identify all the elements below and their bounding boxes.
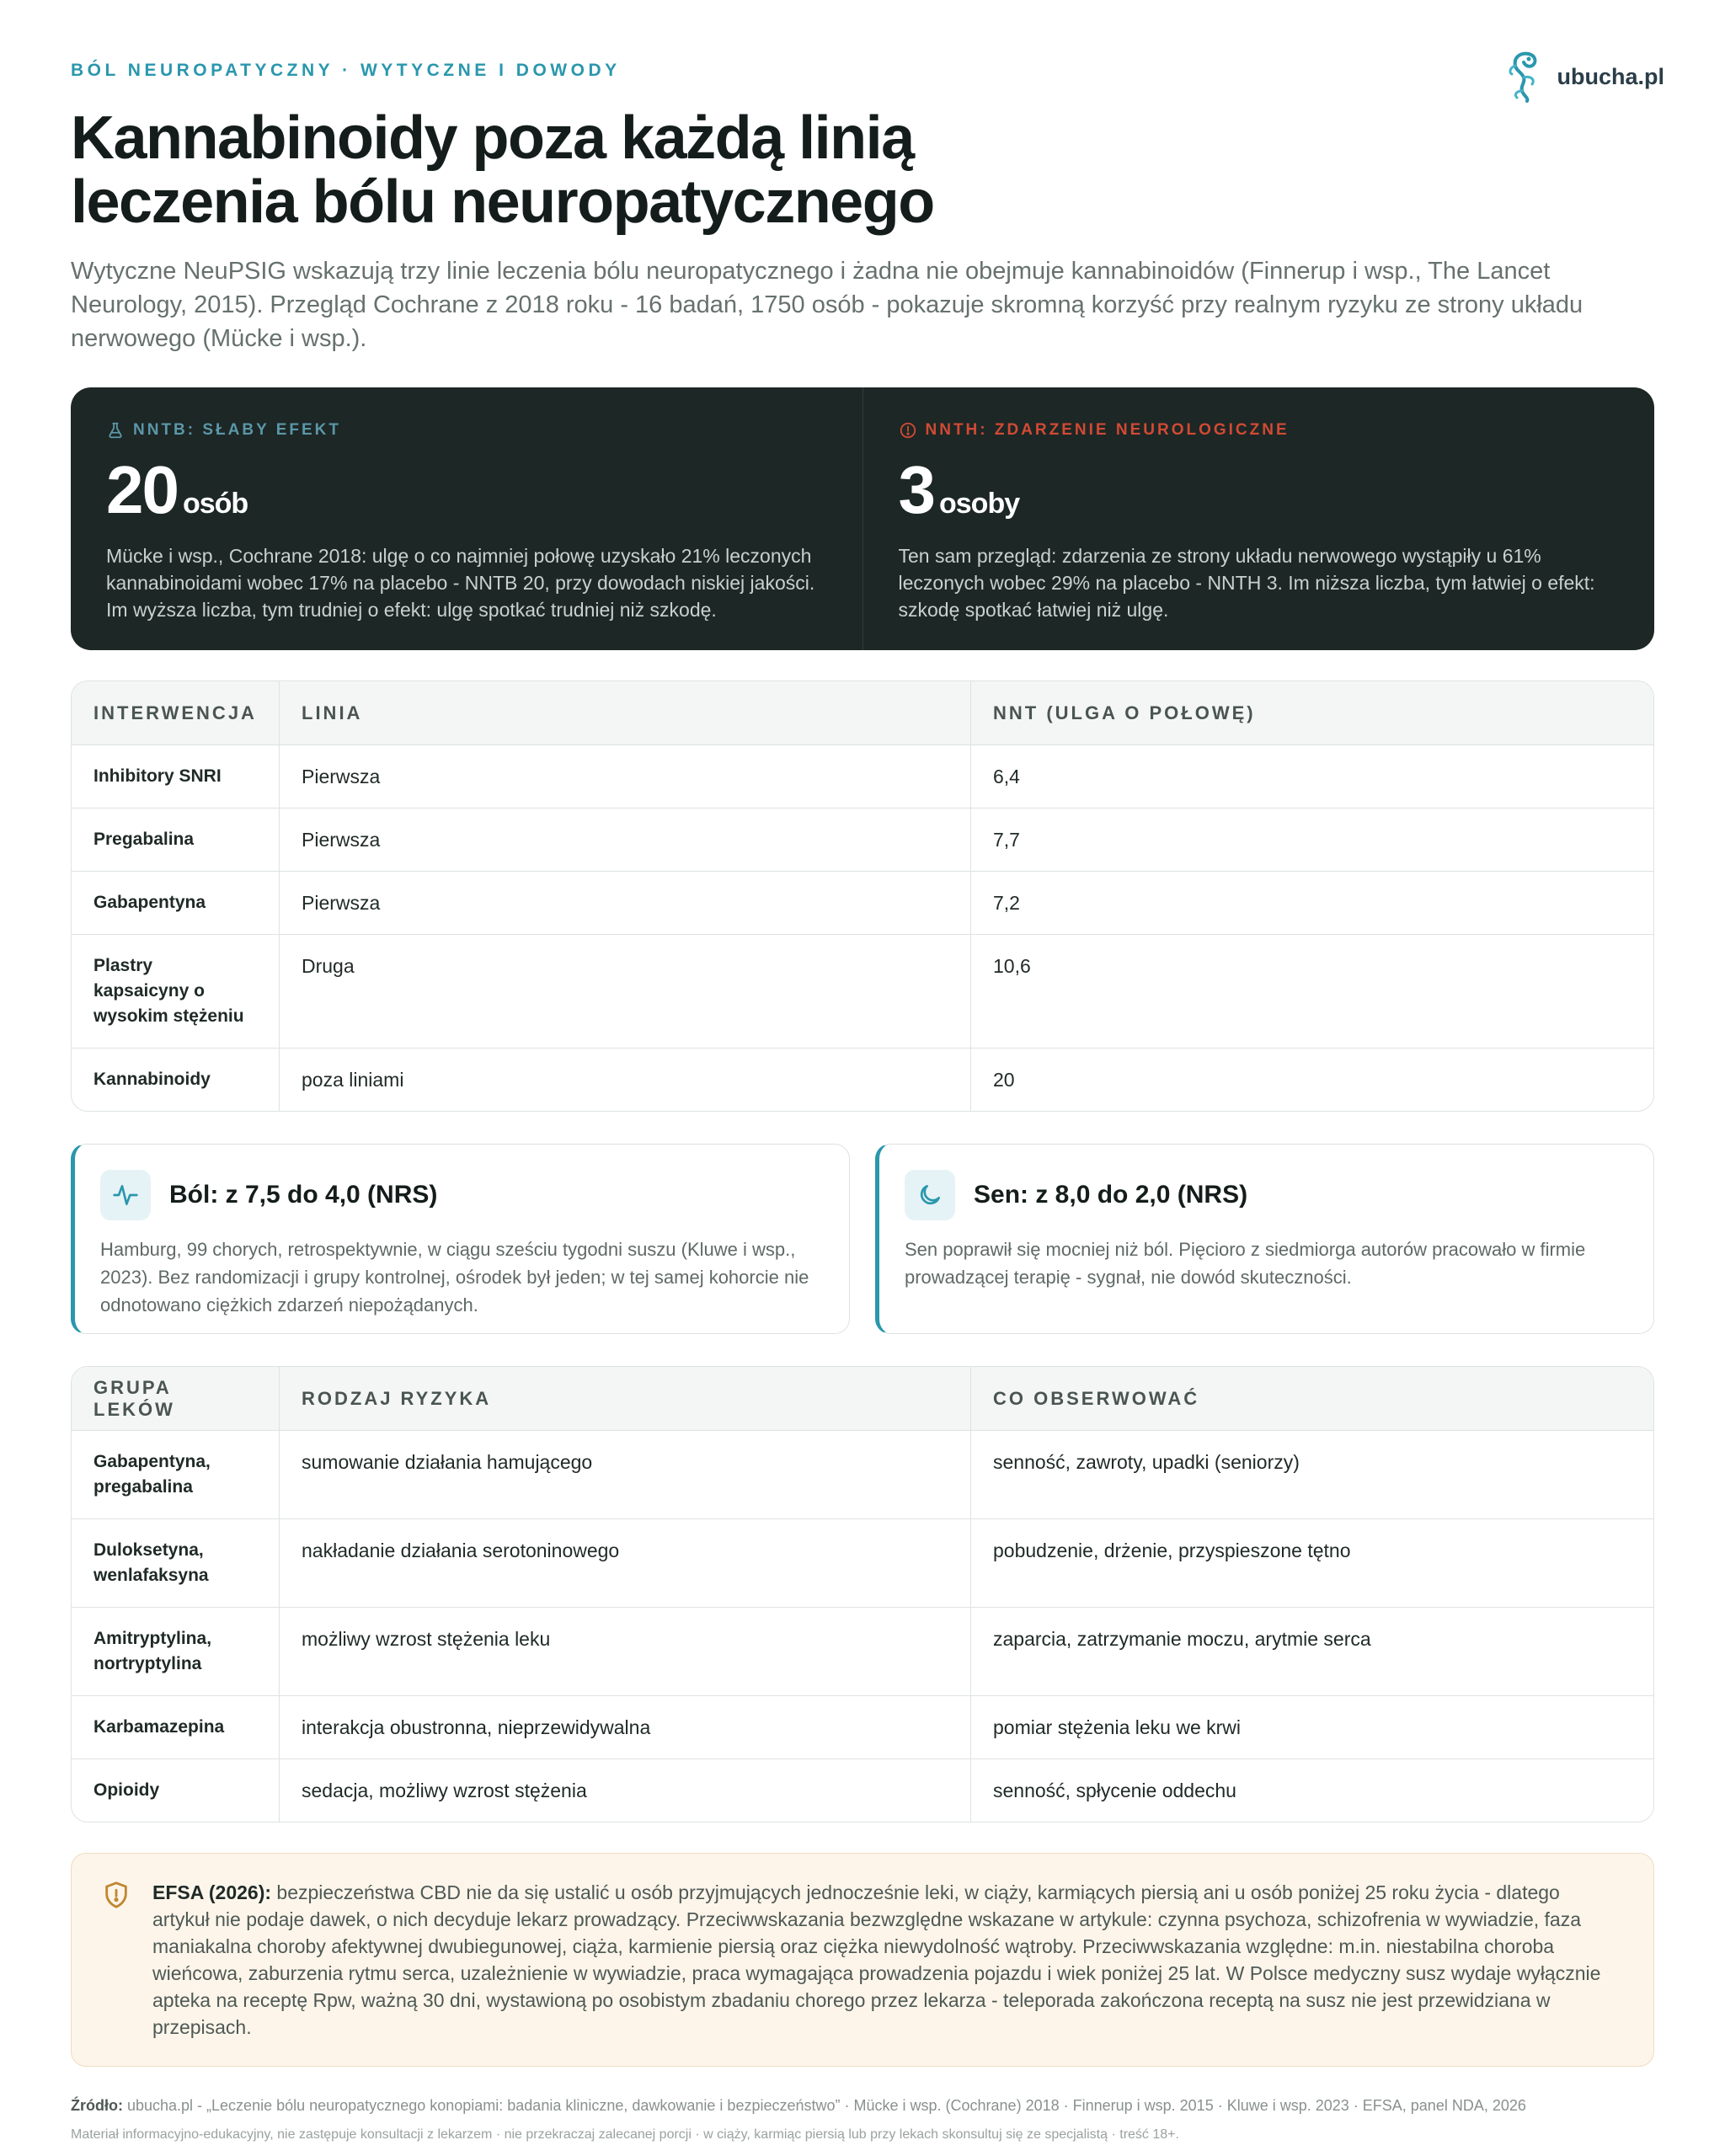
watch-cell: pomiar stężenia leku we krwi <box>970 1696 1653 1759</box>
interactions-table-header <box>72 1367 1653 1431</box>
nnt-header-intervention: INTERWENCJA <box>72 681 279 745</box>
source-footer <box>71 2095 1654 2116</box>
source-label: Źródło: <box>71 2097 123 2114</box>
table-row <box>72 1696 1653 1759</box>
watch-cell: senność, spłycenie oddechu <box>970 1759 1653 1822</box>
stat-nntb-value <box>106 452 827 527</box>
watch-cell: pobudzenie, drżenie, przyspieszone tętno <box>970 1519 1653 1608</box>
drug-group-cell: Gabapentyna, pregabalina <box>72 1431 279 1519</box>
page-title-line-2: leczenia bólu neuropatycznego <box>71 168 934 236</box>
drug-group-cell: Duloksetyna, wenlafaksyna <box>72 1519 279 1608</box>
risk-cell: możliwy wzrost stężenia leku <box>279 1608 970 1696</box>
interactions-table <box>71 1366 1654 1822</box>
shield-alert-icon <box>102 1881 131 1909</box>
stat-nnth-label <box>899 421 1620 440</box>
nnt-cell: 20 <box>970 1049 1653 1111</box>
watch-cell: senność, zawroty, upadki (seniorzy) <box>970 1431 1653 1519</box>
stat-nntb-number: 20 <box>106 452 178 527</box>
watch-cell: zaparcia, zatrzymanie moczu, arytmie serca <box>970 1608 1653 1696</box>
intro-paragraph: Wytyczne NeuPSIG wskazują trzy linie leczenia bólu neuropatycznego i żadna nie obejmuje kannabinoidów (Finnerup i wsp., The Lancet Neurology, 2015). Przegląd Cochrane z 2018 roku - 16 badań, 1750 osób - pokazuje skromną korzyść przy realnym ryzyku ze strony układu nerwowego (Mücke i wsp.). <box>71 258 1583 352</box>
line-cell: Pierwsza <box>279 745 970 808</box>
stat-nntb-label <box>106 421 827 440</box>
stat-nntb <box>71 387 862 650</box>
table-row <box>72 1759 1653 1822</box>
logo-text: ubucha.pl <box>1557 63 1664 89</box>
seahorse-logo-icon <box>1503 49 1546 104</box>
page-title-line-1: Kannabinoidy poza każdą linią <box>71 104 914 172</box>
risk-cell: nakładanie działania serotoninowego <box>279 1519 970 1608</box>
table-row <box>72 808 1653 872</box>
stats-panel <box>71 387 1654 650</box>
disclaimer: Materiał informacyjno-edukacyjny, nie zastępuje konsultacji z lekarzem · nie przekraczaj zalecanej porcji · w ciąży, karmiąc piersią lub przy lekach skonsultuj się ze specjalistą · treść 18+. <box>71 2127 1179 2142</box>
stat-nntb-description: Mücke i wsp., Cochrane 2018: ulgę o co najmniej połowę uzyskało 21% leczonych kannabinoidami wobec 17% na placebo - NNTB 20, przy dowodach niskiej jakości. Im wyższa liczba, tym trudniej o efekt: ulgę spotkać trudniej niż szkodę. <box>106 545 815 621</box>
stat-nnth <box>862 387 1655 650</box>
table-row <box>72 1049 1653 1111</box>
page-title <box>71 106 1654 234</box>
table-row <box>72 1519 1653 1608</box>
drug-group-cell: Karbamazepina <box>72 1696 279 1759</box>
risk-cell: interakcja obustronna, nieprzewidywalna <box>279 1696 970 1759</box>
pain-card <box>71 1144 850 1334</box>
nnt-cell: 10,6 <box>970 935 1653 1049</box>
stat-nntb-label-text: NNTB: SŁABY EFEKT <box>133 421 341 439</box>
pain-card-title: Ból: z 7,5 do 4,0 (NRS) <box>169 1181 438 1209</box>
nnt-cell: 6,4 <box>970 745 1653 808</box>
moon-icon <box>905 1170 955 1220</box>
efsa-warning-box <box>71 1853 1654 2067</box>
nnt-header-line: LINIA <box>279 681 970 745</box>
intervention-cell: Plastry kapsaicyny o wysokim stężeniu <box>72 935 279 1049</box>
nnt-header-nnt: NNT (ULGA O POŁOWĘ) <box>970 681 1653 745</box>
table-row <box>72 935 1653 1049</box>
line-cell: Pierwsza <box>279 872 970 935</box>
table-row <box>72 872 1653 935</box>
sleep-card-text: Sen poprawił się mocniej niż ból. Pięcioro z siedmiorga autorów pracowało w firmie prowadzącej terapię - sygnał, nie dowód skuteczności. <box>905 1239 1586 1288</box>
intervention-cell: Pregabalina <box>72 808 279 872</box>
table-row <box>72 1608 1653 1696</box>
intervention-cell: Gabapentyna <box>72 872 279 935</box>
nnt-table-header <box>72 681 1653 745</box>
stat-nnth-value <box>898 452 1620 527</box>
nnt-cell: 7,7 <box>970 808 1653 872</box>
interactions-header-watch: CO OBSERWOWAĆ <box>970 1367 1653 1431</box>
line-cell: Druga <box>279 935 970 1049</box>
outcome-cards <box>71 1144 1654 1334</box>
logo[interactable] <box>1503 49 1665 104</box>
interactions-header-drug-group: GRUPA LEKÓW <box>72 1367 279 1431</box>
stat-nnth-description: Ten sam przegląd: zdarzenia ze strony układu nerwowego wystąpiły u 61% leczonych wobec 29% na placebo - NNTH 3. Im niższa liczba, tym łatwiej o efekt: szkodę spotkać łatwiej niż ulgę. <box>898 545 1595 621</box>
efsa-warning-body: bezpieczeństwa CBD nie da się ustalić u osób przyjmujących jednocześnie leki, w ciąży, karmiących piersią ani u osób poniżej 25 roku życia - dlatego artykuł nie podaje dawek, o nich decyduje lekarz prowadzący. Przeciwwskazania bezwzględne wskazane w artykule: czynna psychoza, schizofrenia w wywiadzie, faza maniakalna choroby afektywnej dwubiegunowej, ciąża, karmienie piersią oraz ciężka niewydolność wątroby. Przeciwwskazania względne: m.in. niestabilna choroba wieńcowa, zaburzenia rytmu serca, uzależnienie w wywiadzie, praca wymagająca prowadzenia pojazdu i wiek poniżej 25 lat. W Polsce medyczny susz wydaje wyłącznie apteka na receptę Rpw, ważną 30 dni, wystawioną po osobistym zbadaniu chorego przez lekarza - teleporada zakończona receptą na susz nie jest przewidziana w przepisach. <box>152 1881 1601 2038</box>
nnt-table <box>71 680 1654 1112</box>
stat-nnth-unit: osoby <box>939 488 1020 520</box>
stat-nntb-unit: osób <box>182 488 248 520</box>
efsa-warning-lead: EFSA (2026): <box>152 1881 272 1903</box>
activity-pulse-icon <box>100 1170 151 1220</box>
source-text: ubucha.pl - „Leczenie bólu neuropatycznego konopiami: badania kliniczne, dawkowanie i bezpieczeństwo” · Mücke i wsp. (Cochrane) 2018 · Finnerup i wsp. 2015 · Kluwe i wsp. 2023 · EFSA, panel NDA, 2026 <box>122 2097 1526 2114</box>
eyebrow: BÓL NEUROPATYCZNY · WYTYCZNE I DOWODY <box>71 61 621 80</box>
interactions-header-risk: RODZAJ RYZYKA <box>279 1367 970 1431</box>
sleep-card <box>875 1144 1654 1334</box>
risk-cell: sumowanie działania hamującego <box>279 1431 970 1519</box>
drug-group-cell: Amitryptylina, nortryptylina <box>72 1608 279 1696</box>
flask-icon <box>106 421 125 440</box>
efsa-warning-text <box>152 1879 1618 2041</box>
sleep-card-title: Sen: z 8,0 do 2,0 (NRS) <box>974 1181 1248 1209</box>
table-row <box>72 745 1653 808</box>
nnt-cell: 7,2 <box>970 872 1653 935</box>
stat-nnth-number: 3 <box>898 452 934 527</box>
pain-card-text: Hamburg, 99 chorych, retrospektywnie, w ciągu sześciu tygodni suszu (Kluwe i wsp., 2023). Bez randomizacji i grupy kontrolnej, ośrodek był jeden; w tej samej kohorcie nie odnotowano ciężkich zdarzeń niepożądanych. <box>100 1239 809 1315</box>
table-row <box>72 1431 1653 1519</box>
line-cell: Pierwsza <box>279 808 970 872</box>
intervention-cell: Kannabinoidy <box>93 1070 211 1089</box>
stat-nnth-label-text: NNTH: ZDARZENIE NEUROLOGICZNE <box>925 421 1290 439</box>
risk-cell: sedacja, możliwy wzrost stężenia <box>279 1759 970 1822</box>
drug-group-cell: Opioidy <box>93 1780 160 1800</box>
intervention-cell: Inhibitory SNRI <box>72 745 279 808</box>
line-cell: poza liniami <box>279 1049 970 1111</box>
alert-circle-icon <box>899 421 917 440</box>
